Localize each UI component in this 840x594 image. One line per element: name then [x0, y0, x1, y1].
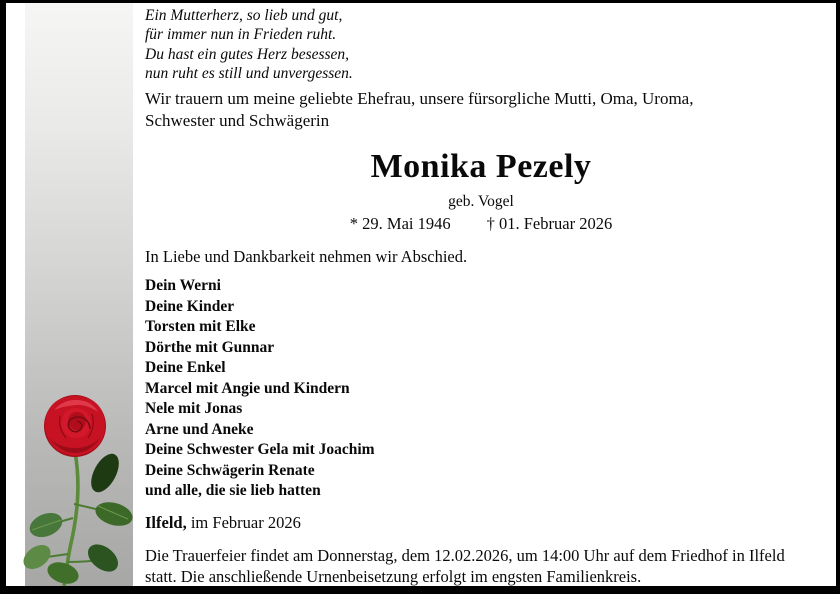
mourners-list: [145, 276, 375, 502]
mourner-line: Nele mit Jonas: [145, 400, 243, 417]
intro-line: Wir trauern um meine geliebte Ehefrau, unsere fürsorgliche Mutti, Oma, Uroma,: [145, 89, 694, 108]
rose-image: [16, 386, 140, 586]
mourner-line: Deine Enkel: [145, 359, 226, 376]
frame-left-border: [0, 0, 6, 594]
mourner-line: Dörthe mit Gunnar: [145, 338, 275, 356]
mourner-line: Deine Schwägerin Renate: [145, 461, 315, 479]
frame-bottom-border: [0, 586, 840, 594]
frame-top-border: [0, 0, 840, 3]
poem-line: für immer nun in Frieden ruht.: [145, 26, 337, 44]
maiden-name: geb. Vogel: [448, 193, 514, 210]
poem: [145, 6, 353, 84]
poem-line: Du hast ein gutes Herz besessen,: [145, 45, 350, 63]
life-dates: [145, 214, 817, 234]
poem-line: nun ruht es still und unvergessen.: [145, 65, 353, 83]
mourner-line: Dein Werni: [145, 277, 221, 294]
mourner-line: Arne und Aneke: [145, 420, 254, 438]
farewell-line: In Liebe und Dankbarkeit nehmen wir Abschied.: [145, 247, 468, 266]
mourner-line: Torsten mit Elke: [145, 318, 256, 335]
notice-text: [145, 0, 825, 594]
mourner-line: Marcel mit Angie und Kindern: [145, 379, 350, 397]
funeral-line: statt. Die anschließende Urnenbeisetzung erfolgt im engsten Familienkreis.: [145, 567, 642, 586]
mourner-line: Deine Schwester Gela mit Joachim: [145, 441, 375, 458]
frame-right-border: [836, 0, 840, 594]
deceased-name: Monika Pezely: [370, 148, 592, 185]
place-name: Ilfeld,: [145, 513, 187, 532]
place-date: im Februar 2026: [186, 513, 301, 532]
place-date-line: [145, 513, 301, 533]
mourning-intro: [145, 88, 693, 131]
birth-date: * 29. Mai 1946: [349, 214, 451, 233]
intro-line: Schwester und Schwägerin: [145, 110, 330, 130]
poem-line: Ein Mutterherz, so lieb und gut,: [145, 7, 343, 24]
death-date: † 01. Februar 2026: [486, 214, 613, 233]
mourner-line: Deine Kinder: [145, 297, 235, 315]
mourner-line: und alle, die sie lieb hatten: [145, 482, 321, 499]
funeral-info: [145, 545, 785, 587]
funeral-line: Die Trauerfeier findet am Donnerstag, dem 12.02.2026, um 14:00 Uhr auf dem Friedhof in Ilfeld: [145, 546, 785, 565]
